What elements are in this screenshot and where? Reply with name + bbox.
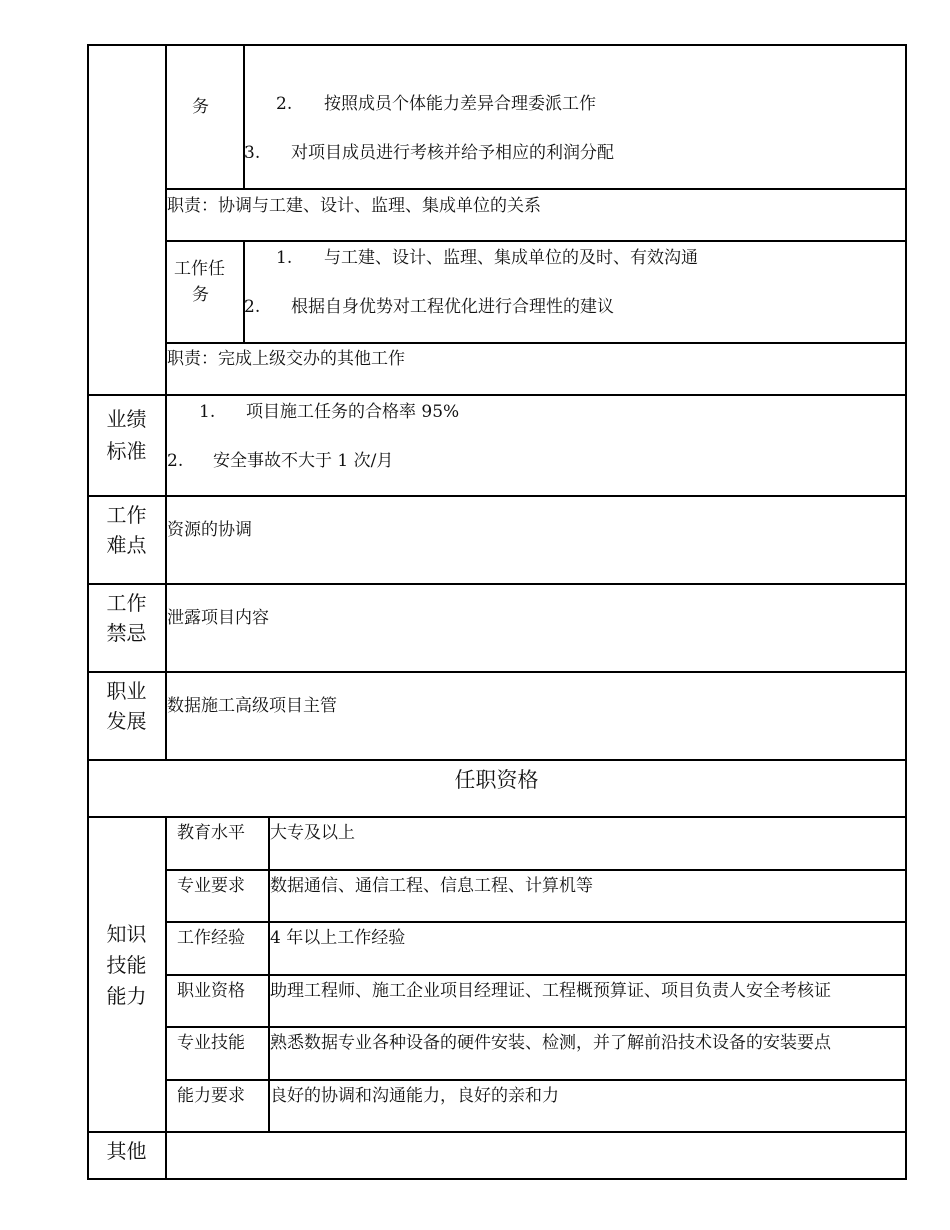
task-item-number: 1.	[276, 248, 293, 268]
difficulty-label-line1: 工作	[106, 503, 147, 527]
task-label-divider-1	[243, 44, 245, 190]
knowledge-row-label: 工作经验	[177, 928, 245, 948]
task-item-text: 根据自身优势对工程优化进行合理性的建议	[291, 297, 614, 317]
knowledge-row-value: 良好的协调和沟通能力，良好的亲和力	[270, 1086, 559, 1106]
label-column-divider-bottom	[165, 817, 167, 1179]
knowledge-row-divider-1	[165, 869, 906, 871]
knowledge-row-value: 数据通信、通信工程、信息工程、计算机等	[270, 876, 593, 896]
table-border-top	[87, 44, 907, 46]
knowledge-row-divider-3	[165, 974, 906, 976]
performance-label-line1: 业绩	[106, 407, 147, 431]
performance-item-number: 2.	[167, 451, 184, 471]
knowledge-label-line3: 能力	[106, 984, 147, 1008]
taboo-label-line2: 禁忌	[106, 621, 147, 645]
knowledge-row-divider-4	[165, 1026, 906, 1028]
taboo-text: 泄露项目内容	[167, 608, 269, 628]
qualification-title: 任职资格	[454, 768, 539, 792]
difficulty-label-line2: 难点	[106, 533, 147, 557]
task-label-divider-2	[165, 240, 167, 344]
row-divider-career	[87, 671, 907, 673]
knowledge-row-label: 专业技能	[177, 1033, 245, 1053]
task-label-line1: 工作任	[174, 259, 225, 279]
knowledge-row-value: 4 年以上工作经验	[270, 928, 406, 948]
task-label-line2: 务	[192, 285, 209, 305]
performance-item-text: 项目施工任务的合格率 95%	[246, 402, 460, 422]
row-divider-duty3	[165, 342, 906, 344]
knowledge-row-label: 职业资格	[177, 981, 245, 1001]
row-divider-duty2	[165, 188, 906, 190]
knowledge-row-value: 熟悉数据专业各种设备的硬件安装、检测，并了解前沿技术设备的安装要点	[270, 1033, 831, 1053]
knowledge-row-value: 助理工程师、施工企业项目经理证、工程概预算证、项目负责人安全考核证	[270, 981, 831, 1001]
row-divider-taboo	[87, 583, 907, 585]
task-item-text: 按照成员个体能力差异合理委派工作	[324, 94, 596, 114]
career-label-line2: 发展	[106, 709, 147, 733]
row-divider-other	[87, 1131, 907, 1133]
other-label: 其他	[106, 1139, 147, 1163]
knowledge-row-value: 大专及以上	[270, 823, 355, 843]
task-item-number: 2.	[276, 94, 293, 114]
knowledge-label-line1: 知识	[106, 922, 147, 946]
task-item-text: 与工建、设计、监理、集成单位的及时、有效沟通	[324, 248, 698, 268]
performance-item-text: 安全事故不大于 1 次/月	[213, 451, 394, 471]
row-divider-qualification	[87, 759, 907, 761]
table-border-bottom	[87, 1178, 907, 1180]
row-divider-task2	[165, 240, 906, 242]
career-text: 数据施工高级项目主管	[167, 696, 337, 716]
knowledge-row-label: 教育水平	[177, 823, 245, 843]
duty-text: 职责：完成上级交办的其他工作	[167, 349, 405, 369]
performance-item-number: 1.	[199, 402, 216, 422]
knowledge-label-line2: 技能	[106, 953, 147, 977]
row-divider-knowledge	[87, 816, 907, 818]
task-label-divider-3	[243, 240, 245, 344]
knowledge-row-divider-5	[165, 1079, 906, 1081]
task-item-text: 对项目成员进行考核并给予相应的利润分配	[291, 143, 614, 163]
row-divider-difficulty	[87, 495, 907, 497]
task-item-number: 3.	[244, 143, 261, 163]
label-column-divider-top	[165, 44, 167, 760]
career-label-line1: 职业	[106, 679, 147, 703]
task-item-number: 2.	[244, 297, 261, 317]
task-label: 务	[192, 97, 209, 117]
table-border-right	[905, 44, 907, 1180]
performance-label-line2: 标准	[106, 439, 147, 463]
knowledge-row-label: 专业要求	[177, 876, 245, 896]
knowledge-row-divider-2	[165, 921, 906, 923]
duty-text: 职责：协调与工建、设计、监理、集成单位的关系	[167, 196, 541, 216]
difficulty-text: 资源的协调	[167, 520, 252, 540]
knowledge-row-label: 能力要求	[177, 1086, 245, 1106]
row-divider-performance	[87, 394, 907, 396]
taboo-label-line1: 工作	[106, 591, 147, 615]
